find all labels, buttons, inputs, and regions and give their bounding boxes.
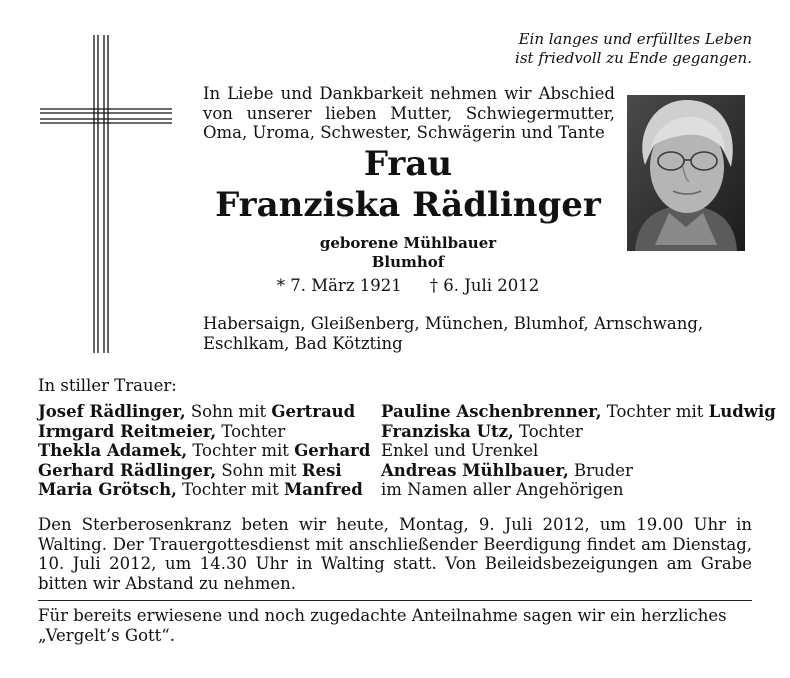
deceased-name: Franziska Rädlinger xyxy=(215,185,601,225)
mourners-left-column xyxy=(38,402,370,500)
mourner-row xyxy=(38,422,370,442)
thanks-text xyxy=(38,606,752,646)
life-dates xyxy=(200,276,616,296)
motto xyxy=(515,30,752,68)
mourner-relation: Tochter mit xyxy=(601,402,709,421)
mourner-name: Gerhard Rädlinger, xyxy=(38,460,217,480)
mourner-partner: Resi xyxy=(301,460,342,480)
mourner-relation: Enkel und Urenkel xyxy=(381,441,539,460)
intro-line-3: Oma, Uroma, Schwester, Schwägerin und Tante xyxy=(203,123,605,142)
mourner-relation: Tochter mit xyxy=(187,441,295,460)
service-notice: Den Sterberosenkranz beten wir heute, Montag, 9. Juli 2012, um 19.00 Uhr in Walting. Der Trauergottesdienst mit anschließender Beerdigung findet am Dienstag, 10. Juli 2012, um 14.30 Uhr in Walting statt. Von Beileidsbezeigungen am Grabe bitten wir Abstand zu nehmen. xyxy=(38,515,752,593)
mourner-name: Andreas Mühlbauer, xyxy=(381,460,569,480)
intro-text xyxy=(203,84,615,143)
mourner-row xyxy=(381,461,776,481)
mourners-right-column xyxy=(381,402,776,500)
mourner-row xyxy=(381,422,776,442)
mourner-relation: Tochter xyxy=(216,421,286,441)
mourner-name: Irmgard Reitmeier, xyxy=(38,421,217,441)
divider xyxy=(38,600,752,601)
mourner-relation: Tochter xyxy=(513,421,583,441)
motto-line-2: ist friedvoll zu Ende gegangen. xyxy=(515,49,752,67)
mourner-relation: Tochter mit xyxy=(176,480,284,499)
mourner-name: Thekla Adamek, xyxy=(38,441,188,460)
mourner-partner: Gerhard xyxy=(294,441,371,460)
mourner-row xyxy=(381,402,776,422)
places xyxy=(203,314,723,353)
motto-line-1: Ein langes und erfülltes Leben xyxy=(518,30,752,48)
birth-date: * 7. März 1921 xyxy=(276,276,402,295)
mourner-name: Maria Grötsch, xyxy=(38,480,177,499)
mourner-row xyxy=(38,480,370,500)
thanks-line-1: Für bereits erwiesene und noch zugedachte Anteilnahme sagen wir ein herzliches xyxy=(38,606,727,625)
mourner-row xyxy=(38,402,370,422)
mourning-heading: In stiller Trauer: xyxy=(38,376,177,395)
mourner-name: Josef Rädlinger, xyxy=(38,402,186,421)
mourner-partner: Manfred xyxy=(283,480,363,499)
mourner-row xyxy=(38,461,370,481)
birth-details xyxy=(200,234,616,272)
mourner-row xyxy=(381,480,776,500)
portrait-image xyxy=(627,95,745,251)
mourner-partner: Ludwig xyxy=(708,402,776,421)
thanks-line-2: „Vergelt’s Gott“. xyxy=(38,626,175,645)
portrait-photo xyxy=(627,95,745,251)
intro-line-2: von unserer lieben Mutter, Schwiegermutter, xyxy=(203,103,615,123)
home-place: Blumhof xyxy=(371,253,445,271)
birth-name: geborene Mühlbauer xyxy=(319,234,497,252)
places-line-1: Habersaign, Gleißenberg, München, Blumhof, Arnschwang, xyxy=(203,314,704,333)
mourner-name: Pauline Aschenbrenner, xyxy=(381,402,602,421)
intro-line-1: In Liebe und Dankbarkeit nehmen wir Abschied xyxy=(203,84,615,103)
mourner-relation: im Namen aller Angehörigen xyxy=(381,480,624,499)
places-line-2: Eschlkam, Bad Kötzting xyxy=(203,333,403,353)
mourner-row xyxy=(381,441,776,461)
mourner-row xyxy=(38,441,370,461)
mourner-partner: Gertraud xyxy=(271,402,356,421)
mourner-relation: Sohn mit xyxy=(216,460,302,480)
mourner-name: Franziska Utz, xyxy=(381,421,514,441)
salutation: Frau xyxy=(363,144,453,184)
mourner-relation: Bruder xyxy=(568,460,633,480)
death-date: † 6. Juli 2012 xyxy=(429,276,540,295)
mourner-relation: Sohn mit xyxy=(185,402,272,421)
cross-icon xyxy=(40,35,172,353)
